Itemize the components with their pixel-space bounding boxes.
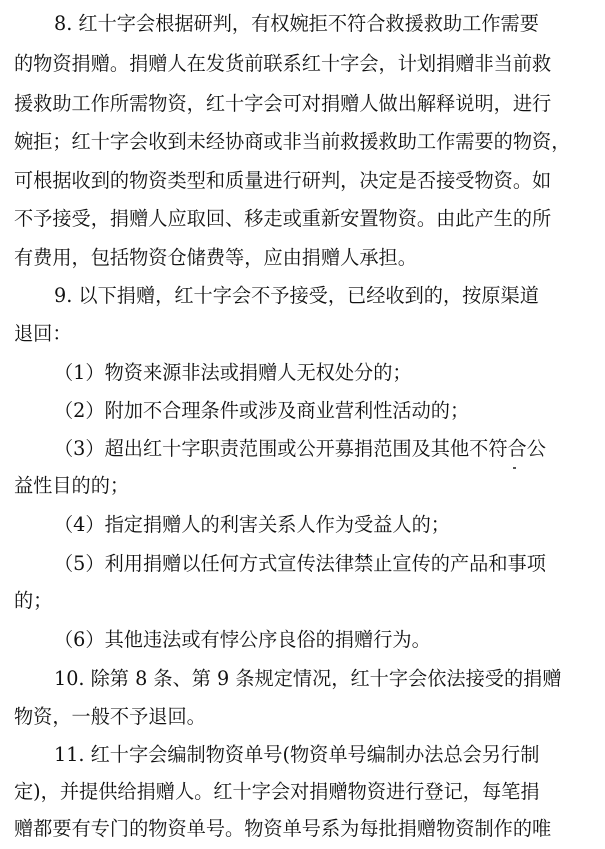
text-line: 益性目的的； xyxy=(14,474,130,497)
text-line: 9. 以下捐赠，红十字会不予接受，已经收到的，按原渠道 xyxy=(54,284,539,307)
text-line: （6）其他违法或有悖公序良俗的捐赠行为。 xyxy=(54,628,431,651)
text-line: （5）利用捐赠以任何方式宣传法律禁止宣传的产品和事项 xyxy=(54,552,546,575)
text-line: 援救助工作所需物资，红十字会可对捐赠人做出解释说明，进行 xyxy=(14,92,552,115)
text-line: 可根据收到的物资类型和质量进行研判，决定是否接受物资。如 xyxy=(14,169,552,192)
scan-speck xyxy=(513,467,516,469)
text-line: 11. 红十字会编制物资单号(物资单号编制办法总会另行制 xyxy=(54,743,540,766)
text-line: 的物资捐赠。捐赠人在发货前联系红十字会，计划捐赠非当前救 xyxy=(14,52,552,75)
text-line: 退回： xyxy=(14,322,72,345)
text-line: 10. 除第 8 条、第 9 条规定情况，红十字会依法接受的捐赠 xyxy=(54,667,562,690)
text-line: （4）指定捐赠人的利害关系人作为受益人的； xyxy=(54,513,450,536)
text-line: 8. 红十字会根据研判，有权婉拒不符合救援救助工作需要 xyxy=(54,12,539,35)
text-line: （3）超出红十字职责范围或公开募捐范围及其他不符合公 xyxy=(54,437,546,460)
text-line: 赠都要有专门的物资单号。物资单号系为每批捐赠物资制作的唯 xyxy=(14,817,552,840)
text-line: 物资，一般不予退回。 xyxy=(14,705,206,728)
text-line: （2）附加不合理条件或涉及商业营利性活动的； xyxy=(54,399,470,422)
text-line: 的； xyxy=(14,589,53,612)
text-line: （1）物资来源非法或捐赠人无权处分的； xyxy=(54,361,412,384)
text-line: 定)，并提供给捐赠人。红十字会对捐赠物资进行登记，每笔捐 xyxy=(14,780,540,803)
text-line: 婉拒；红十字会收到未经协商或非当前救援救助工作需要的物资， xyxy=(14,130,571,153)
text-line: 有费用，包括物资仓储费等，应由捐赠人承担。 xyxy=(14,246,417,269)
text-line: 不予接受，捐赠人应取回、移走或重新安置物资。由此产生的所 xyxy=(14,207,552,230)
